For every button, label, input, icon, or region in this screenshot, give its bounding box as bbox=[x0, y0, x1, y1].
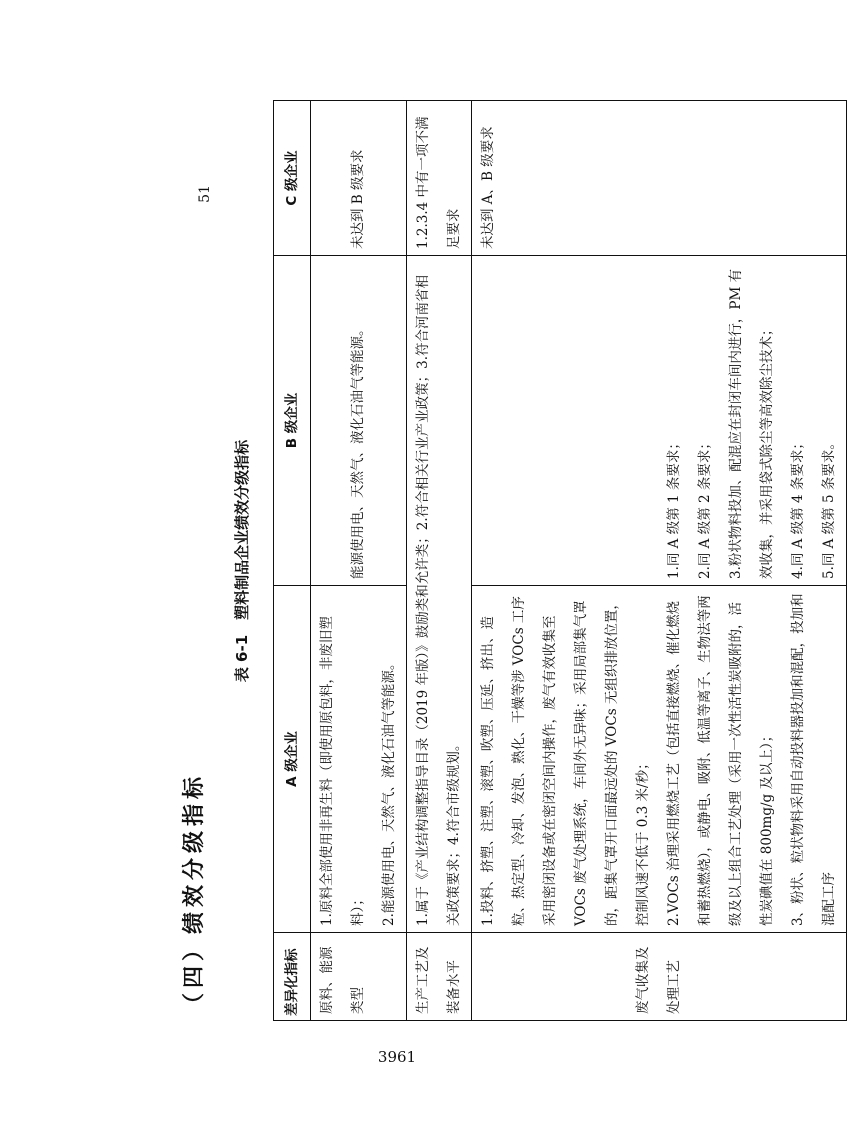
grade-a-text: 2.能源使用电、天然气、液化石油气等能源。 bbox=[381, 656, 397, 926]
grade-a-cell bbox=[311, 586, 407, 933]
grade-b-text: 2.同 A 级第 2 条要求； bbox=[697, 436, 713, 579]
grade-b-text: 能源使用电、天然气、液化石油气等能源。 bbox=[350, 322, 366, 579]
grade-b-text: 5.同 A 级第 5 条要求。 bbox=[821, 436, 837, 579]
grade-b-cell bbox=[472, 256, 847, 586]
grade-c-text: 未达到 A、B 级要求 bbox=[480, 126, 496, 249]
grade-ab-merged-cell bbox=[407, 256, 472, 933]
grade-c-text: 1.2.3.4 中有一项不满足要求 bbox=[415, 116, 462, 249]
header-indicator: 差异化指标 bbox=[274, 933, 311, 1021]
grade-a-text: 1.原料全部使用非再生料（即使用原包料，非废旧塑料）； bbox=[319, 616, 366, 926]
grade-c-text: 未达到 B 级要求 bbox=[350, 149, 366, 249]
header-grade-c: C 级企业 bbox=[274, 101, 311, 256]
indicator-cell: 原料、能源类型 bbox=[311, 933, 407, 1021]
grade-c-cell bbox=[472, 101, 847, 256]
table-row bbox=[407, 101, 472, 1021]
grade-a-text: 1.投料、挤塑、注塑、滚塑、吹塑、压延、挤出、造粒、热定型、冷却、发泡、熟化、干燥等涉 VOCs 工序采用密闭设备或在密闭空间内操作，废气有效收集至 VOCs 废气处理系统，车间外无异味；采用局部集气罩的，距集气罩开口面最远处的 VOCs 无组织排放位置，控制风速不低于 0.3 米/秒； bbox=[480, 596, 651, 926]
indicator-cell: 生产工艺及装备水平 bbox=[407, 933, 472, 1021]
table-title: 表 6-1 塑料制品企业绩效分级指标 bbox=[233, 439, 251, 683]
table-row bbox=[472, 101, 847, 1021]
grade-a-cell bbox=[472, 586, 847, 933]
performance-grading-table bbox=[273, 100, 847, 1021]
table-row bbox=[311, 101, 407, 1021]
grade-c-cell bbox=[311, 101, 407, 256]
header-grade-a: A 级企业 bbox=[274, 586, 311, 933]
rotated-page-content bbox=[177, 101, 837, 1021]
grade-b-cell bbox=[311, 256, 407, 586]
grade-b-text: 1.同 A 级第 1 条要求； bbox=[666, 436, 682, 579]
table-header-row bbox=[274, 101, 311, 1021]
grade-a-text: 2.VOCs 治理采用燃烧工艺（包括直接燃烧、催化燃烧和蓄热燃烧），或静电、吸附、低温等离子、生物法等两级及以上组合工艺处理（采用一次性活性炭吸附的，活性炭碘值在 800mg/g 及以上）； bbox=[666, 595, 775, 926]
grade-c-cell bbox=[407, 101, 472, 256]
indicator-cell: 废气收集及处理工艺 bbox=[472, 933, 847, 1021]
grade-b-text: 3.粉状物料投加、配混应在封闭车间内进行，PM 有效收集，并采用袋式除尘等高效除尘技术； bbox=[728, 268, 775, 579]
header-grade-b: B 级企业 bbox=[274, 256, 311, 586]
page-number: 3961 bbox=[377, 1048, 417, 1066]
grade-b-text: 4.同 A 级第 4 条要求； bbox=[790, 436, 806, 579]
grade-a-text: 3、粉状、粒状物料采用自动投料器投加和混配，投加和混配工序 bbox=[790, 593, 837, 926]
folio-number: 51 bbox=[197, 185, 213, 203]
grade-a-text: 1.属于《产业结构调整指导目录（2019 年版）》鼓励类和允许类；2.符合相关行业产业政策；3.符合河南省相关政策要求；4.符合市级规划。 bbox=[415, 274, 462, 926]
section-heading: （四）绩效分级指标 bbox=[182, 771, 207, 1015]
